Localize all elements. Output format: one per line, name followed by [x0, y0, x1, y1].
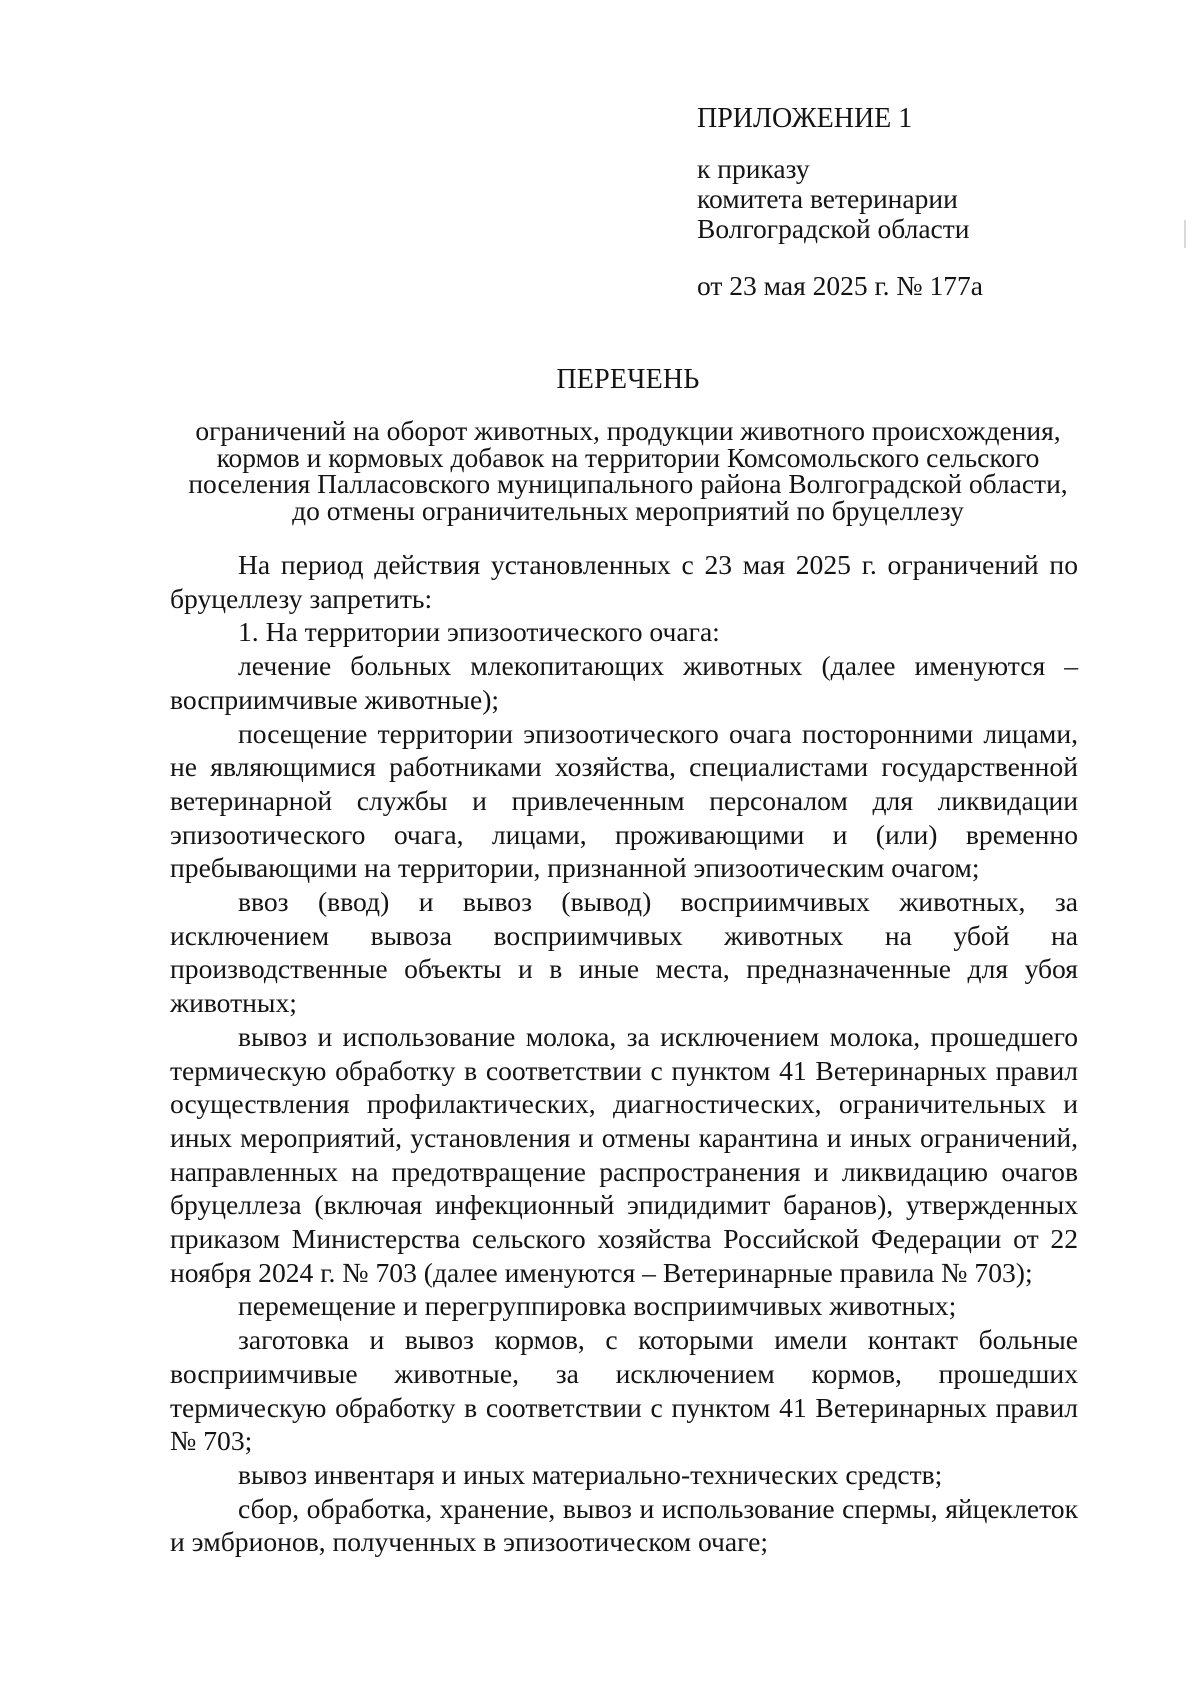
restriction-item: сбор, обработка, хранение, вывоз и использование спермы, яйцеклеток и эмбрионов, полученных в эпизоотическом очаге; — [170, 1492, 1078, 1558]
document-heading: ПЕРЕЧЕНЬ — [556, 364, 700, 395]
restriction-item: лечение больных млекопитающих животных (далее именуются – восприимчивые животные); — [170, 650, 1078, 715]
restriction-item: посещение территории эпизоотического очага посторонними лицами, не являющимися работниками хозяйства, специалистами государственной ветеринарной службы и привлеченным персоналом для ликвидации эпизоотического очага, лицами, проживающими и (или) временно пребывающими на территории, признанной эпизоотическим очагом; — [170, 717, 1078, 884]
appendix-title: ПРИЛОЖЕНИЕ 1 — [697, 103, 913, 134]
order-date: от 23 мая 2025 г. № 177а — [697, 270, 983, 301]
document-subheading — [160, 415, 1096, 526]
subheading-line: ограничений на оборот животных, продукции животного происхождения, — [195, 415, 1061, 446]
scan-edge-mark — [1184, 220, 1186, 248]
document-body — [170, 548, 1078, 1559]
restriction-item: заготовка и вывоз кормов, с которыми имели контакт больные восприимчивые животные, за исключением кормов, прошедших термическую обработку в соответствии с пунктом 41 Ветеринарных правил № 703; — [170, 1324, 1078, 1457]
appendix-block — [697, 104, 983, 301]
subheading-line: поселения Палласовского муниципального района Волгоградской области, — [188, 468, 1068, 499]
subheading-line: до отмены ограничительных мероприятий по бруцеллезу — [292, 494, 964, 526]
order-reference-line-2: комитета ветеринарии — [697, 183, 958, 214]
restriction-item: перемещение и перегруппировка восприимчивых животных; — [238, 1290, 957, 1322]
intro-paragraph: На период действия установленных с 23 мая 2025 г. ограничений по бруцеллезу запретить: — [170, 549, 1078, 614]
order-reference-line-3: Волгоградской области — [697, 213, 970, 244]
section-heading-1: 1. На территории эпизоотического очага: — [238, 616, 720, 648]
subheading-line: кормов и кормовых добавок на территории Комсомольского сельского — [216, 441, 1040, 473]
restriction-item: вывоз и использование молока, за исключением молока, прошедшего термическую обработку в соответствии с пунктом 41 Ветеринарных правил осуществления профилактических, диагностических, ограничительных и иных мероприятий, установления и отмены карантина и иных ограничений, направленных на предотвращение распространения и ликвидацию очагов бруцеллеза (включая инфекционный эпидидимит баранов), утвержденных приказом Министерства сельского хозяйства Российской Федерации от 22 ноября 2024 г. № 703 (далее именуются – Ветеринарные правила № 703); — [170, 1020, 1078, 1288]
restriction-item: ввоз (ввод) и вывоз (вывод) восприимчивых животных, за исключением вывоза восприимчивых животных на убой на производственные объекты и в иные места, предназначенные для убоя животных; — [170, 886, 1078, 1019]
order-reference-line-1: к приказу — [697, 153, 810, 184]
restriction-item: вывоз инвентаря и иных материально-технических средств; — [238, 1458, 943, 1490]
